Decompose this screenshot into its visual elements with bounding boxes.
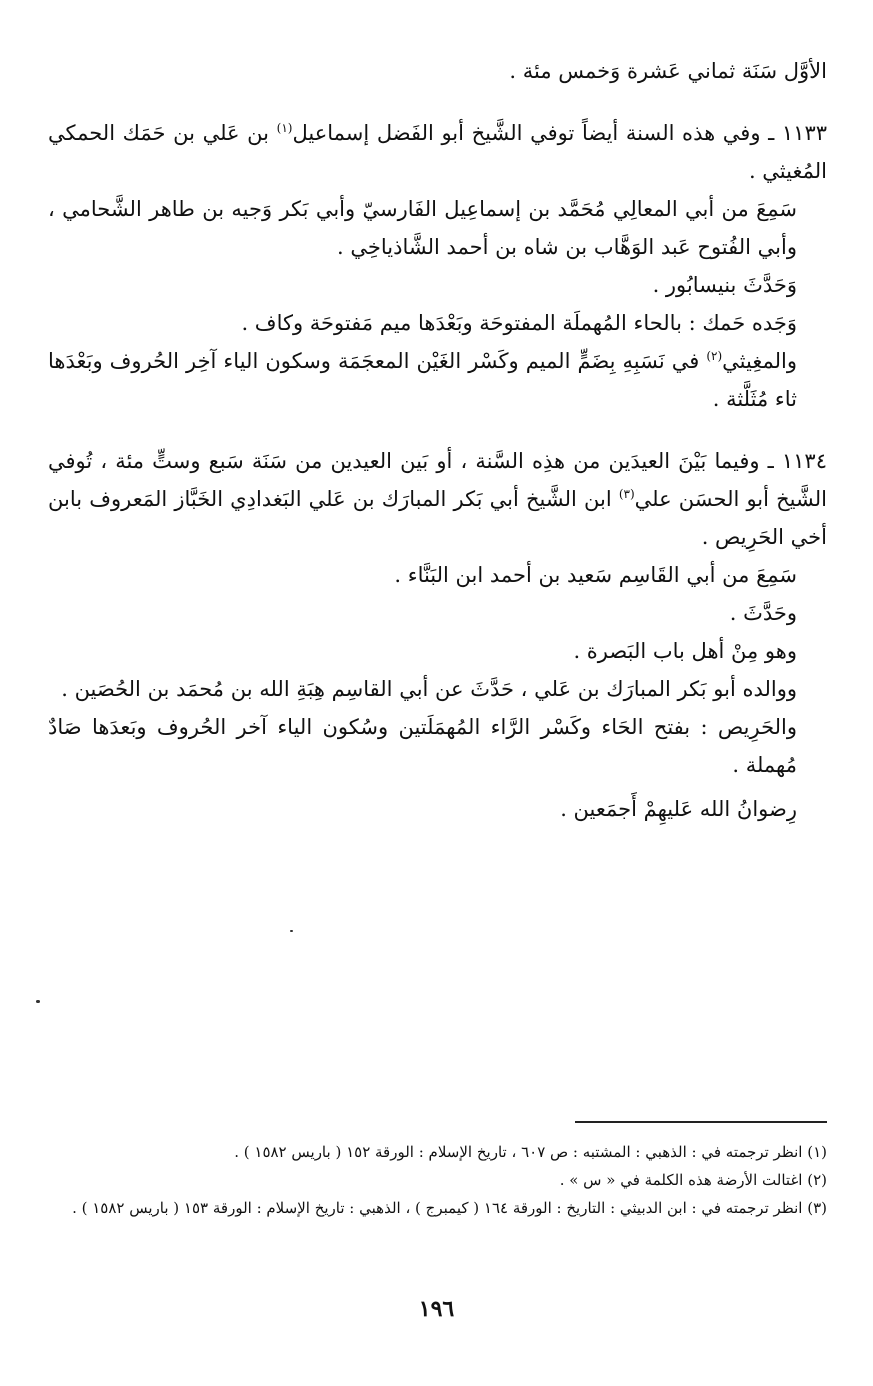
- paragraph-heard-2: [48, 556, 827, 594]
- text-line: وهو مِنْ أهل باب البَصرة .: [573, 639, 797, 663]
- footnote-1: (١) انظر ترجمته في : الذهبي : المشتبه : ص ٦٠٧ ، تاريخ الإسلام : الورقة ١٥٢ ( باريس ١٥٨٢ ) .: [234, 1143, 827, 1161]
- paragraph-closing: [48, 790, 827, 828]
- footnote-marker-2[interactable]: (٢): [706, 349, 723, 363]
- text-line: ووالده أبو بَكر المبارَك بن عَلي ، حَدَّثَ عن أبي القاسِم هِبَةِ الله بن مُحمَد بن الحُصَين .: [61, 677, 797, 701]
- text-line: الأوَّل سَنَة ثماني عَشرة وَخمس مئة .: [509, 59, 827, 83]
- paragraph-mughithi: [48, 342, 827, 418]
- text-line: وحَدَّثَ .: [729, 601, 797, 625]
- text-line: والمغِيثي: [722, 349, 797, 373]
- text-line: وَحَدَّثَ بنيسابُور .: [652, 273, 797, 297]
- footnote-separator: [575, 1121, 827, 1123]
- text-line: وَجَده حَمك : بالحاء المُهملَة المفتوحَة وبَعْدَها ميم مَفتوحَة وكاف .: [241, 311, 797, 335]
- paragraph-continuation: [48, 52, 827, 90]
- paragraph-narrated: [48, 266, 827, 304]
- footnote-marker-1[interactable]: (١): [276, 121, 293, 135]
- footnotes: [48, 1138, 827, 1222]
- text-line: رِضوانُ الله عَليهِمْ أَجمَعين .: [560, 797, 797, 821]
- entry-text: ١١٣٣ ـ وفي هذه السنة أيضاً توفي الشَّيخ أبو الفَضل إسماعيل: [292, 121, 828, 145]
- paragraph-heard: [48, 190, 827, 266]
- footnote-marker-3[interactable]: (٣): [618, 487, 635, 501]
- entry-text: ابن الشَّيخ أبي بَكر المبارَك بن عَلي البَغدادِي الخَبَّاز المَعروف بابن أخي الحَرِيص .: [48, 487, 827, 549]
- text-line: في نَسَبِهِ بِضَمٍّ الميم وكَسْر الغَيْن المعجَمَة وسكون الياء آخِر الحُروف وبَعْدَها ثاء مُثَلَّثة .: [48, 349, 797, 411]
- paragraph-harees: [48, 708, 827, 784]
- paragraph-origin: [48, 632, 827, 670]
- text-line: سَمِعَ من أبي المعالِي مُحَمَّد بن إسماعِيل الفَارسيّ وأبي بَكر وَجيه بن طاهر الشَّحامي ، وأبي الفُتوح عَبد الوَهَّاب بن شاه بن أحمد الشَّاذياخِي .: [48, 197, 797, 259]
- entry-1133: [48, 114, 827, 190]
- text-line: سَمِعَ من أبي القَاسِم سَعيد بن أحمد ابن البَنَّاء .: [394, 563, 797, 587]
- entry-1134: [48, 442, 827, 556]
- paragraph-grandfather: [48, 304, 827, 342]
- footnote-2: (٢) اغتالت الأرضة هذه الكلمة في « س » .: [559, 1171, 827, 1189]
- page-number: ١٩٦: [418, 1296, 455, 1322]
- scan-speck: [36, 1000, 40, 1003]
- scan-speck: [290, 930, 293, 932]
- entry-text: بن عَلي بن حَمَك الحمكي المُغيثي .: [48, 121, 827, 183]
- footnote-3: (٣) انظر ترجمته في : ابن الدبيثي : التاريخ : الورقة ١٦٤ ( كيمبرج ) ، الذهبي : تاريخ الإسلام : الورقة ١٥٣ ( باريس ١٥٨٢ ) .: [72, 1199, 827, 1217]
- entry-text: ١١٣٤ ـ وفيما بَيْنَ العيدَين من هذِه السَّنة ، أو بَين العيدين من سَنَة سَبع وستٍّ مئة ، تُوفي الشَّيخ أبو الحسَن علي: [48, 449, 827, 511]
- paragraph-narrated-2: [48, 594, 827, 632]
- paragraph-father: [48, 670, 827, 708]
- text-line: والحَرِيص : بفتح الحَاء وكَسْر الرَّاء المُهمَلَتين وسُكون الياء آخر الحُروف وبَعدَها صَادٌ مُهملة .: [48, 715, 797, 777]
